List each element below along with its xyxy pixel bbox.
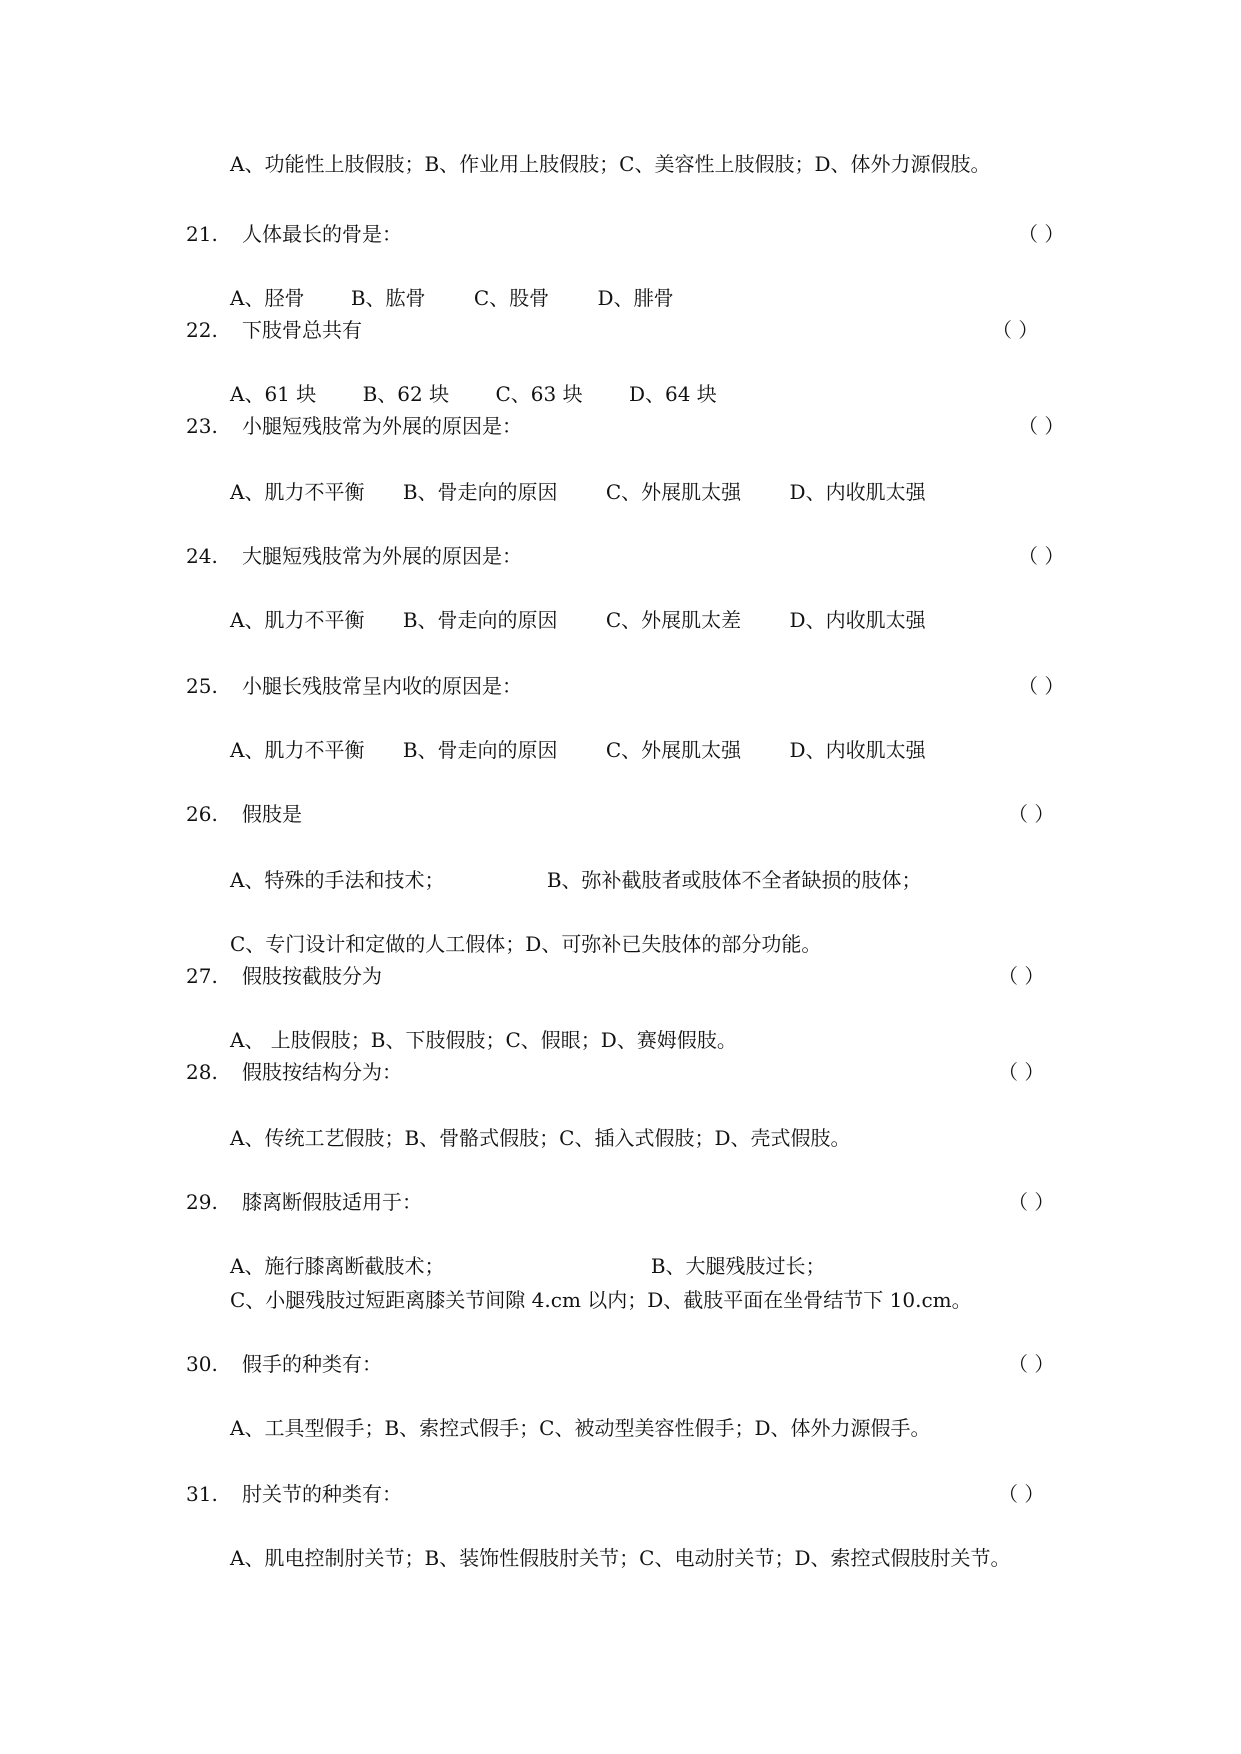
option-line: A、传统工艺假肢；B、骨骼式假肢；C、插入式假肢；D、壳式假肢。 xyxy=(230,1126,851,1150)
option-line xyxy=(230,284,674,312)
option-b: B、62 块 xyxy=(362,382,450,406)
question-text: 小腿长残肢常呈内收的原因是： xyxy=(242,674,522,698)
question-number: 27. xyxy=(186,964,218,988)
option-b: B、骨走向的原因 xyxy=(402,480,558,504)
option-a: A、施行膝离断截肢术； xyxy=(230,1254,445,1278)
question-number: 25. xyxy=(186,674,218,698)
option-a: A、特殊的手法和技术； xyxy=(230,868,445,892)
option-a: A、肌力不平衡 xyxy=(230,480,365,504)
question-number: 21. xyxy=(186,222,218,246)
option-b: B、大腿残肢过长； xyxy=(650,1254,826,1278)
option-line: C、小腿残肢过短距离膝关节间隙 4.cm 以内；D、截肢平面在坐骨结节下 10.cm。 xyxy=(230,1288,972,1312)
question-number: 30. xyxy=(186,1352,218,1376)
option-c: C、63 块 xyxy=(495,382,583,406)
answer-parentheses: （ ） xyxy=(1018,222,1065,246)
option-line xyxy=(230,606,926,634)
option-line: A、功能性上肢假肢；B、作业用上肢假肢；C、美容性上肢假肢；D、体外力源假肢。 xyxy=(230,152,991,176)
answer-parentheses: （ ） xyxy=(992,318,1039,342)
option-d: D、腓骨 xyxy=(597,286,674,310)
question-number: 31. xyxy=(186,1482,218,1506)
option-line xyxy=(230,1252,826,1280)
option-line: A、工具型假手；B、索控式假手；C、被动型美容性假手；D、体外力源假手。 xyxy=(230,1416,931,1440)
answer-parentheses: （ ） xyxy=(1008,1190,1055,1214)
answer-parentheses: （ ） xyxy=(1008,1352,1055,1376)
option-d: D、内收肌太强 xyxy=(789,608,926,632)
question-text: 假肢按结构分为： xyxy=(242,1060,402,1084)
question-text: 大腿短残肢常为外展的原因是： xyxy=(242,544,522,568)
option-c: C、外展肌太差 xyxy=(605,608,742,632)
question-text: 人体最长的骨是： xyxy=(242,222,402,246)
answer-parentheses: （ ） xyxy=(1018,414,1065,438)
answer-parentheses: （ ） xyxy=(1008,802,1055,826)
question-text: 假肢是 xyxy=(242,802,302,826)
option-a: A、61 块 xyxy=(230,382,317,406)
answer-parentheses: （ ） xyxy=(998,1482,1045,1506)
option-a: A、肌力不平衡 xyxy=(230,608,365,632)
option-a: A、胫骨 xyxy=(230,286,305,310)
option-line: C、专门设计和定做的人工假体；D、可弥补已失肢体的部分功能。 xyxy=(230,932,822,956)
answer-parentheses: （ ） xyxy=(998,964,1045,988)
option-c: C、股骨 xyxy=(473,286,550,310)
option-c: C、外展肌太强 xyxy=(605,738,742,762)
question-text: 肘关节的种类有： xyxy=(242,1482,402,1506)
option-b: B、骨走向的原因 xyxy=(402,738,558,762)
option-line xyxy=(230,736,926,764)
question-text: 假肢按截肢分为 xyxy=(242,964,382,988)
option-line xyxy=(230,380,717,408)
answer-parentheses: （ ） xyxy=(998,1060,1045,1084)
question-number: 28. xyxy=(186,1060,218,1084)
question-text: 膝离断假肢适用于： xyxy=(242,1190,422,1214)
answer-parentheses: （ ） xyxy=(1018,544,1065,568)
option-b: B、肱骨 xyxy=(350,286,426,310)
option-b: B、弥补截肢者或肢体不全者缺损的肢体； xyxy=(546,868,922,892)
question-number: 24. xyxy=(186,544,218,568)
option-line xyxy=(230,478,926,506)
answer-parentheses: （ ） xyxy=(1018,674,1065,698)
option-line: A、 上肢假肢；B、下肢假肢；C、假眼；D、赛姆假肢。 xyxy=(230,1028,737,1052)
question-number: 23. xyxy=(186,414,218,438)
option-line xyxy=(230,866,922,894)
question-text: 小腿短残肢常为外展的原因是： xyxy=(242,414,522,438)
option-c: C、外展肌太强 xyxy=(605,480,742,504)
option-d: D、64 块 xyxy=(628,382,717,406)
option-b: B、骨走向的原因 xyxy=(402,608,558,632)
question-number: 26. xyxy=(186,802,218,826)
option-a: A、肌力不平衡 xyxy=(230,738,365,762)
question-number: 29. xyxy=(186,1190,218,1214)
option-d: D、内收肌太强 xyxy=(789,480,926,504)
option-d: D、内收肌太强 xyxy=(789,738,926,762)
question-number: 22. xyxy=(186,318,218,342)
question-text: 下肢骨总共有 xyxy=(242,318,362,342)
option-line: A、肌电控制肘关节；B、装饰性假肢肘关节；C、电动肘关节；D、索控式假肢肘关节。 xyxy=(230,1546,1011,1570)
question-text: 假手的种类有： xyxy=(242,1352,382,1376)
